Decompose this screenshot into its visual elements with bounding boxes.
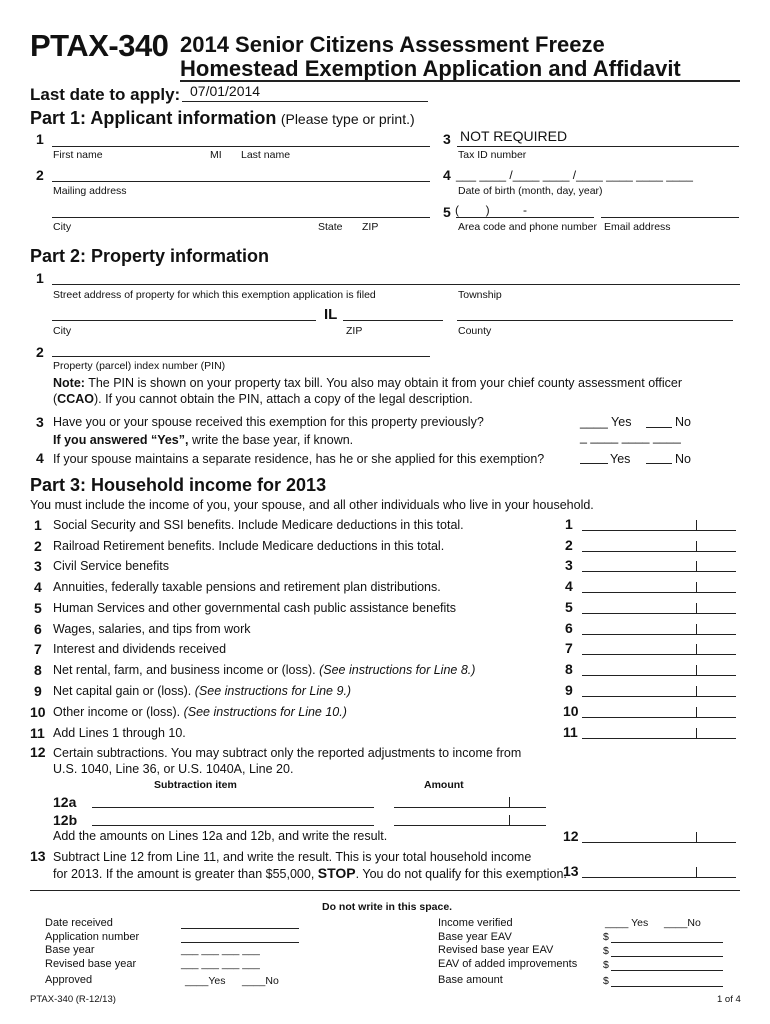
revised-base-year-blank: ___ ___ ___ ___ <box>181 958 260 970</box>
part3-title: Part 3: Household income for 2013 <box>30 475 327 495</box>
form-id: PTAX-340 <box>30 28 169 63</box>
page-number: 1 of 4 <box>717 994 741 1005</box>
income-line-8-right-num: 8 <box>565 661 573 677</box>
base-year-label: Base year <box>45 944 95 957</box>
income-line-7-cents-tick <box>696 644 697 655</box>
last-name-label: Last name <box>241 149 291 161</box>
income-line-4-label: Annuities, federally taxable pensions and retirement plan distributions. <box>53 580 441 594</box>
income-line-4-num: 4 <box>34 579 42 595</box>
property-zip-field[interactable] <box>343 320 443 321</box>
income-line-9-label: Net capital gain or (loss). <box>53 684 192 698</box>
property-city-field[interactable] <box>52 320 316 321</box>
approved-label: Approved <box>45 973 93 986</box>
dob-field[interactable]: ___ ____ /____ ____ /____ ____ ____ ____ <box>456 168 693 182</box>
income-line-10-num: 10 <box>30 704 46 720</box>
tax-id-field <box>457 146 739 147</box>
income-line-7-right-num: 7 <box>565 640 573 656</box>
income-line-1-cents-tick <box>696 520 697 531</box>
income-line-5-cents-tick <box>696 603 697 614</box>
income-line-1-num: 1 <box>34 517 42 533</box>
base-year-field[interactable]: _ ____ ____ ____ <box>580 430 681 444</box>
line12-num: 12 <box>30 744 46 760</box>
q4-yes-option: Yes <box>610 452 631 466</box>
mi-label: MI <box>210 149 222 161</box>
base-amount-label: Base amount <box>438 973 503 986</box>
income-line-7-text <box>53 642 226 656</box>
income-line-2-text <box>53 539 444 553</box>
phone-underline <box>456 217 594 218</box>
line12-text2: U.S. 1040, Line 36, or U.S. 1040A, Line 20. <box>53 762 294 776</box>
income-line-3-label: Civil Service benefits <box>53 559 170 573</box>
line12-amount-field[interactable] <box>582 842 736 843</box>
income-line-1-amount-field[interactable] <box>582 530 736 531</box>
income-line-9-right-num: 9 <box>565 682 573 698</box>
state-il: IL <box>324 306 338 323</box>
income-line-2-cents-tick <box>696 541 697 552</box>
income-line-4-text <box>53 580 441 594</box>
income-line-6-text <box>53 622 251 636</box>
income-line-2-num: 2 <box>34 538 42 554</box>
income-verified-no: ____No <box>664 917 701 929</box>
approved-no: ____No <box>242 975 279 987</box>
line12-cents-tick <box>696 832 697 843</box>
income-line-6-num: 6 <box>34 621 42 637</box>
p2-q4-num: 4 <box>36 450 44 466</box>
income-line-6-amount-field[interactable] <box>582 634 736 635</box>
income-line-9-amount-field[interactable] <box>582 696 736 697</box>
name-field[interactable] <box>52 146 430 147</box>
date-received-label: Date received <box>45 917 113 929</box>
email-label: Email address <box>604 221 671 233</box>
income-line-5-amount-field[interactable] <box>582 613 736 614</box>
phone-field[interactable]: ( ) - <box>455 203 527 217</box>
income-line-5-num: 5 <box>34 600 42 616</box>
q3-followup-bold: If you answered “Yes”, <box>53 433 189 447</box>
income-line-5-right-num: 5 <box>565 599 573 615</box>
line12b-item-field[interactable] <box>92 825 374 826</box>
line12a-amount-field[interactable] <box>394 807 546 808</box>
header-rule <box>180 80 740 82</box>
pin-label: Property (parcel) index number (PIN) <box>53 360 226 372</box>
line13-text2 <box>53 865 567 881</box>
pin-field[interactable] <box>52 356 430 357</box>
last-date-value[interactable]: 07/01/2014 <box>190 83 261 99</box>
township-label: Township <box>458 289 502 301</box>
tax-id-value[interactable]: NOT REQUIRED <box>460 128 568 144</box>
p1-line3-num: 3 <box>443 131 451 147</box>
line13-text2b: . You do not qualify for this exemption. <box>355 867 567 881</box>
line13-amount-field[interactable] <box>582 877 736 878</box>
line13-text1: Subtract Line 12 from Line 11, and write the result. This is your total household income <box>53 850 532 864</box>
form-title-line2: Homestead Exemption Application and Affidavit <box>180 56 681 81</box>
income-verified-label: Income verified <box>438 917 513 929</box>
mailing-address-label: Mailing address <box>53 185 127 197</box>
form-title-line1: 2014 Senior Citizens Assessment Freeze <box>180 32 605 57</box>
part1-subtitle: (Please type or print.) <box>280 111 415 127</box>
email-field[interactable] <box>601 217 739 218</box>
income-line-8-cents-tick <box>696 665 697 676</box>
income-line-2-right-num: 2 <box>565 537 573 553</box>
office-title: Do not write in this space. <box>322 901 453 913</box>
phone-label: Area code and phone number <box>458 221 597 233</box>
line12a-cents-tick <box>509 797 510 808</box>
income-line-3-cents-tick <box>696 561 697 572</box>
base-year-eav-field <box>611 942 723 943</box>
note-text2b: ). If you cannot obtain the PIN, attach a copy of the legal description. <box>93 392 473 406</box>
income-line-4-amount-field[interactable] <box>582 592 736 593</box>
p2-q3-num: 3 <box>36 414 44 430</box>
income-line-7-num: 7 <box>34 641 42 657</box>
p2-line1-num: 1 <box>36 270 44 286</box>
income-line-3-right-num: 3 <box>565 557 573 573</box>
office-left-labels <box>45 917 139 988</box>
line13-cents-tick <box>696 867 697 878</box>
last-date-underline <box>182 101 428 102</box>
income-verified-yes: ____ Yes <box>605 917 649 929</box>
income-line-11-cents-tick <box>696 728 697 739</box>
zip-label: ZIP <box>362 221 379 233</box>
revised-base-year-eav-label: Revised base year EAV <box>438 944 554 957</box>
income-line-9-instruction: (See instructions for Line 9.) <box>194 684 352 698</box>
income-line-6-right-num: 6 <box>565 620 573 636</box>
income-line-11-num: 11 <box>30 725 45 741</box>
approved-yes: ____Yes <box>185 975 226 987</box>
eav-added-improvements-label: EAV of added improvements <box>438 958 578 971</box>
income-line-9-text <box>53 684 351 698</box>
income-line-10-label: Other income or (loss). <box>53 705 181 719</box>
property-city-label: City <box>53 325 72 337</box>
base-year-eav-dollar: $ <box>603 931 609 943</box>
line12-sum-text: Add the amounts on Lines 12a and 12b, and write the result. <box>53 829 388 843</box>
p1-line1-num: 1 <box>36 131 44 147</box>
p1-line2-num: 2 <box>36 167 44 183</box>
county-label: County <box>458 325 492 337</box>
line12b-label: 12b <box>53 812 78 828</box>
line13-text2a: for 2013. If the amount is greater than $55,000, <box>53 867 315 881</box>
income-line-10-amount-field[interactable] <box>582 717 736 718</box>
dob-label: Date of birth (month, day, year) <box>458 185 603 197</box>
pin-note-line2 <box>53 392 473 406</box>
base-amount-dollar: $ <box>603 975 609 987</box>
income-line-11-label: Add Lines 1 through 10. <box>53 726 186 740</box>
pin-note-line1 <box>53 376 682 390</box>
part1-title <box>30 108 415 129</box>
last-date-label: Last date to apply: <box>30 85 181 104</box>
mailing-address-field[interactable] <box>52 181 430 182</box>
note-text1: The PIN is shown on your property tax bill. You also may obtain it from your chief county assessment officer <box>88 376 683 390</box>
first-name-label: First name <box>53 149 103 161</box>
part2-title: Part 2: Property information <box>30 246 270 266</box>
q3-followup-text: write the base year, if known. <box>191 433 354 447</box>
income-line-6-cents-tick <box>696 624 697 635</box>
income-line-11-amount-field[interactable] <box>582 738 736 739</box>
income-line-8-text <box>53 663 475 677</box>
income-line-10-cents-tick <box>696 707 697 718</box>
income-line-11-right-num: 11 <box>563 724 578 740</box>
p1-line4-num: 4 <box>443 167 451 183</box>
property-zip-label: ZIP <box>346 325 363 337</box>
line12a-label: 12a <box>53 794 77 810</box>
line13-stop: STOP <box>317 865 356 881</box>
q3-yes-option[interactable]: ____ Yes <box>580 415 632 429</box>
application-number-field <box>181 942 299 943</box>
office-rule <box>30 890 740 891</box>
city-state-zip-field[interactable] <box>52 217 430 218</box>
city-label: City <box>53 221 72 233</box>
income-line-10-text <box>53 705 347 719</box>
income-line-1-label: Social Security and SSI benefits. Include Medicare deductions in this total. <box>53 518 464 532</box>
revised-eav-dollar: $ <box>603 945 609 957</box>
note-text2a: ( <box>53 392 58 406</box>
base-year-eav-label: Base year EAV <box>438 930 512 943</box>
part3-intro: You must include the income of you, your spouse, and all other individuals who live in your household. <box>30 498 594 512</box>
income-line-3-amount-field[interactable] <box>582 571 736 572</box>
q4-no-option: No <box>675 452 691 466</box>
p2-line2-num: 2 <box>36 344 44 360</box>
application-number-label: Application number <box>45 930 140 943</box>
q4-yes-blank[interactable] <box>580 463 608 464</box>
income-line-3-text <box>53 559 169 573</box>
revised-eav-field <box>611 956 723 957</box>
line12-text1: Certain subtractions. You may subtract only the reported adjustments to income from <box>53 746 522 760</box>
income-line-10-instruction: (See instructions for Line 10.) <box>183 705 347 719</box>
subtraction-item-header: Subtraction item <box>154 779 237 791</box>
income-line-9-cents-tick <box>696 686 697 697</box>
added-improvements-dollar: $ <box>603 959 609 971</box>
form-revision: PTAX-340 (R-12/13) <box>30 994 116 1005</box>
income-line-5-text <box>53 601 456 615</box>
income-line-1-text <box>53 518 464 532</box>
note-ccao: CCAO <box>57 392 94 406</box>
income-line-8-amount-field[interactable] <box>582 675 736 676</box>
income-line-8-instruction: (See instructions for Line 8.) <box>319 663 476 677</box>
income-line-8-label: Net rental, farm, and business income or (loss). <box>53 663 316 677</box>
street-address-label: Street address of property for which this exemption application is filed <box>53 289 376 301</box>
income-line-2-label: Railroad Retirement benefits. Include Medicare deductions in this total. <box>53 539 445 553</box>
income-line-5-label: Human Services and other governmental cash public assistance benefits <box>53 601 456 615</box>
line13-num: 13 <box>30 848 46 864</box>
q4-no-blank[interactable] <box>646 463 672 464</box>
office-right-labels <box>438 917 577 988</box>
state-label: State <box>318 221 343 233</box>
income-line-2-amount-field[interactable] <box>582 551 736 552</box>
revised-base-year-label: Revised base year <box>45 958 137 971</box>
q3-text: Have you or your spouse received this exemption for this property previously? <box>53 415 484 429</box>
base-amount-field <box>611 986 723 987</box>
note-label: Note: <box>53 376 85 390</box>
income-line-7-label: Interest and dividends received <box>53 642 227 656</box>
q3-no-option: No <box>675 415 691 429</box>
p1-line5-num: 5 <box>443 204 451 220</box>
line13-right-num: 13 <box>563 863 579 879</box>
income-line-7-amount-field[interactable] <box>582 654 736 655</box>
amount-header: Amount <box>424 779 464 791</box>
income-line-10-right-num: 10 <box>563 703 579 719</box>
line12b-cents-tick <box>509 815 510 826</box>
income-line-1-right-num: 1 <box>565 516 573 532</box>
line12b-amount-field[interactable] <box>394 825 546 826</box>
income-line-3-num: 3 <box>34 558 42 574</box>
q4-text: If your spouse maintains a separate residence, has he or she applied for this exemption? <box>53 452 545 466</box>
income-line-4-right-num: 4 <box>565 578 573 594</box>
income-line-8-num: 8 <box>34 662 42 678</box>
street-address-field[interactable] <box>52 284 740 285</box>
q3-no-blank[interactable] <box>646 427 672 428</box>
line12a-item-field[interactable] <box>92 807 374 808</box>
date-received-field <box>181 928 299 929</box>
part1-title-text: Part 1: Applicant information <box>30 108 277 128</box>
county-field[interactable] <box>457 320 733 321</box>
line12-right-num: 12 <box>563 828 579 844</box>
income-line-11-text <box>53 726 186 740</box>
base-year-blank: ___ ___ ___ ___ <box>181 944 260 956</box>
q3-followup <box>53 433 353 447</box>
added-improvements-field <box>611 970 723 971</box>
tax-id-label: Tax ID number <box>458 149 527 161</box>
income-line-6-label: Wages, salaries, and tips from work <box>53 622 251 636</box>
income-line-9-num: 9 <box>34 683 42 699</box>
income-line-4-cents-tick <box>696 582 697 593</box>
